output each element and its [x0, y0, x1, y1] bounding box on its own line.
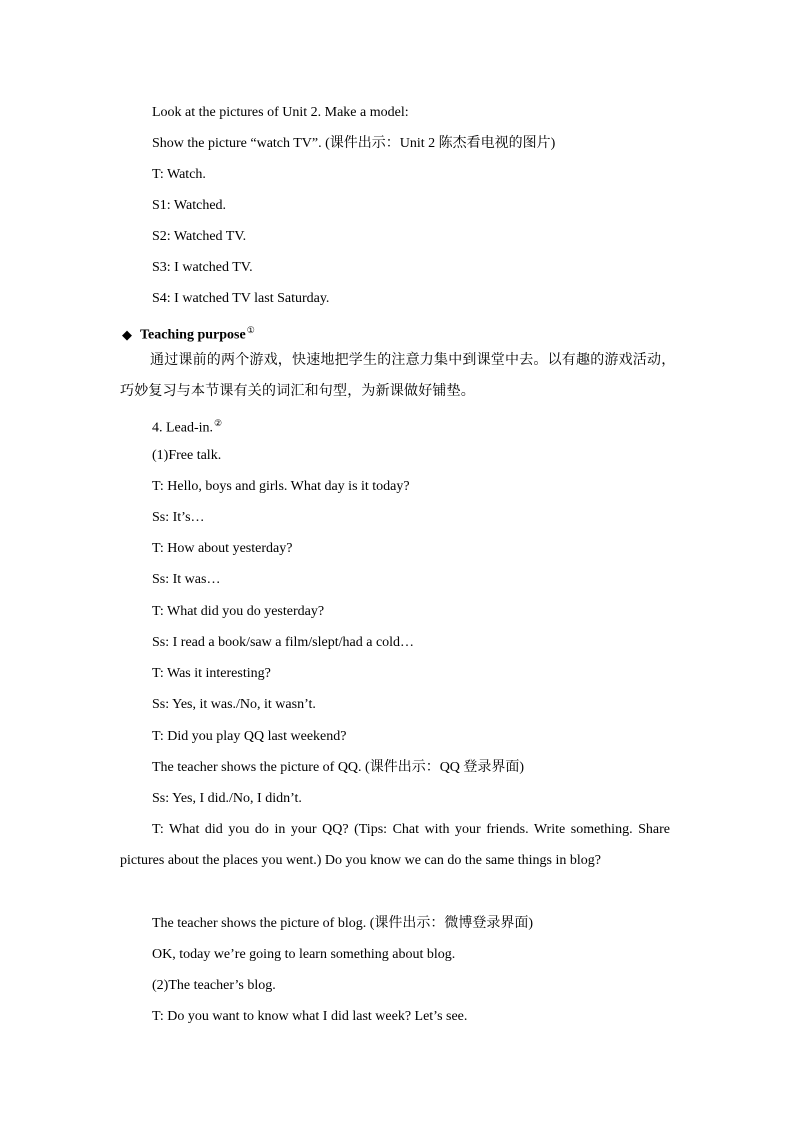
black-diamond-icon: ◆	[122, 326, 132, 342]
text-line-t-what-did: T: What did you do yesterday?	[152, 604, 325, 619]
text-para-qq-tips: T: What did you do in your QQ? (Tips: Chat with your friends. Write something. Share pictures about the places you went.) Do you know we can do the same things in blog?	[120, 822, 670, 868]
text-line-show-blog: The teacher shows the picture of blog. (课件出示：微博登录界面)	[152, 916, 534, 931]
teaching-purpose-label: Teaching purpose	[140, 327, 246, 343]
text-line-t-play-qq: T: Did you play QQ last weekend?	[152, 729, 347, 744]
text-line-show-watch-tv: Show the picture “watch TV”. (课件出示：Unit 2 陈杰看电视的图片)	[152, 136, 556, 151]
text-line-ss-it-was: Ss: It was…	[152, 572, 221, 587]
text-line-t-hello: T: Hello, boys and girls. What day is it today?	[152, 479, 410, 494]
text-line-teachers-blog: (2)The teacher’s blog.	[152, 978, 276, 993]
text-line-s1: S1: Watched.	[152, 198, 227, 213]
text-line-s4: S4: I watched TV last Saturday.	[152, 291, 330, 306]
text-line-ss-its: Ss: It’s…	[152, 510, 205, 525]
text-line-show-qq: The teacher shows the picture of QQ. (课件出示：QQ 登录界面)	[152, 760, 525, 775]
teaching-purpose-heading	[122, 321, 255, 345]
text-line-model-intro: Look at the pictures of Unit 2. Make a model:	[152, 105, 409, 120]
text-line-t-interesting: T: Was it interesting?	[152, 666, 271, 681]
text-line-t-yesterday: T: How about yesterday?	[152, 541, 293, 556]
text-line-ss-read-book: Ss: I read a book/saw a film/slept/had a cold…	[152, 635, 415, 650]
text-line-free-talk: (1)Free talk.	[152, 448, 222, 463]
text-line-t-last-week: T: Do you want to know what I did last week? Let’s see.	[152, 1009, 468, 1024]
text-line-ss-yes-was: Ss: Yes, it was./No, it wasn’t.	[152, 697, 316, 712]
footnote-mark-1: ①	[246, 325, 255, 335]
text-line-learn-blog: OK, today we’re going to learn something about blog.	[152, 947, 456, 962]
text-line-ss-yes-did: Ss: Yes, I did./No, I didn’t.	[152, 791, 302, 806]
footnote-mark-2: ②	[214, 418, 223, 428]
text-line-s3: S3: I watched TV.	[152, 260, 253, 275]
lead-in-label: 4. Lead-in.	[152, 420, 214, 436]
lead-in-heading	[152, 414, 222, 438]
text-line-t-watch: T: Watch.	[152, 167, 206, 182]
text-line-s2: S2: Watched TV.	[152, 229, 247, 244]
teaching-purpose-text: 通过课前的两个游戏，快速地把学生的注意力集中到课堂中去。以有趣的游戏活动，巧妙复习与本节课有关的词汇和句型，为新课做好铺垫。	[120, 352, 676, 399]
